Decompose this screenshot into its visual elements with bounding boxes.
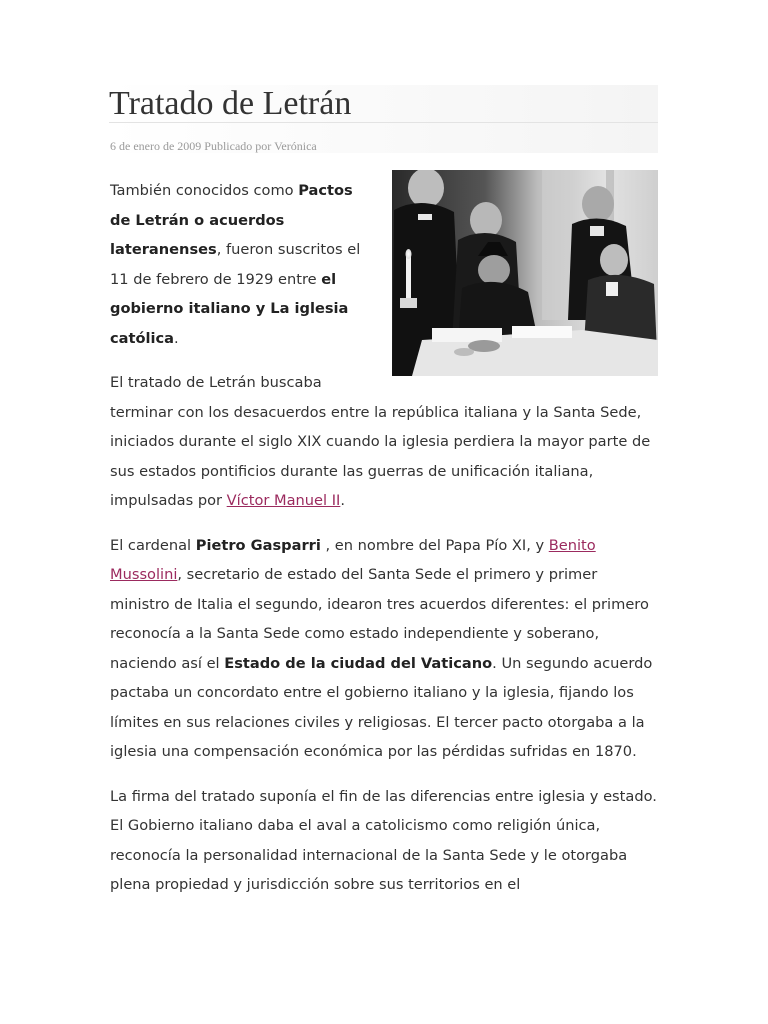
paragraph-agreements (110, 531, 658, 767)
paragraph-text: La firma del tratado suponía el fin de las diferencias entre iglesia y estado. El Gobierno italiano daba el aval a catolicismo como religión única, reconocía la personalidad internacional de la Santa Sede y le otorgaba plena propiedad y jurisdicción sobre sus territorios en el (110, 787, 657, 893)
bold-text: Pietro Gasparri (195, 536, 321, 554)
paragraph-text: , secretario de estado del Santa Sede el primero y primer ministro de Italia el segundo, idearon tres acuerdos diferentes: el primero reconocía a la Santa Sede como estado independiente y soberano, naciendo así el (110, 566, 649, 672)
bold-text: Estado de la ciudad del Vaticano (224, 654, 493, 672)
paragraph-text: El tratado de Letrán buscaba terminar con los desacuerdos entre la república italiana y la Santa Sede, iniciados durante el siglo XIX cuando la iglesia perdiera la mayor parte de sus estados pontificios durante las guerras de unificación italiana, impulsadas por (110, 374, 651, 509)
paragraph-text: . Un segundo acuerdo pactaba un concordato entre el gobierno italiano y la iglesia, fijando los límites en sus relaciones civiles y religiosas. El tercer pacto otorgaba a la iglesia una compensación económica por las pérdidas sufridas en 1870. (110, 654, 653, 760)
paragraph-consequences (110, 782, 658, 900)
post-title[interactable]: Tratado de Letrán (109, 85, 352, 122)
link-benito-mussolini[interactable]: Benito Mussolini (110, 536, 596, 583)
paragraph-text: También conocidos como (110, 182, 299, 199)
link-victor-manuel[interactable]: Víctor Manuel II (226, 492, 341, 509)
paragraph-text: El cardenal (110, 536, 196, 554)
post-meta: 6 de enero de 2009 Publicado por Verónica (110, 139, 317, 153)
paragraph-text: . (174, 329, 179, 347)
bold-text: el gobierno italiano y La iglesia católica (110, 270, 349, 347)
paragraph-intro (110, 176, 658, 353)
image-spacer (376, 176, 658, 386)
title-divider (109, 122, 658, 123)
paragraph-background (110, 368, 658, 516)
paragraph-text: , en nombre del Papa Pío XI, y (320, 536, 549, 554)
paragraph-text: , fueron suscritos el 11 de febrero de 1929 entre (110, 241, 361, 288)
post-body (110, 176, 658, 915)
paragraph-text: . (340, 492, 345, 509)
bold-text: Pactos de Letrán o acuerdos lateranenses (110, 182, 353, 258)
